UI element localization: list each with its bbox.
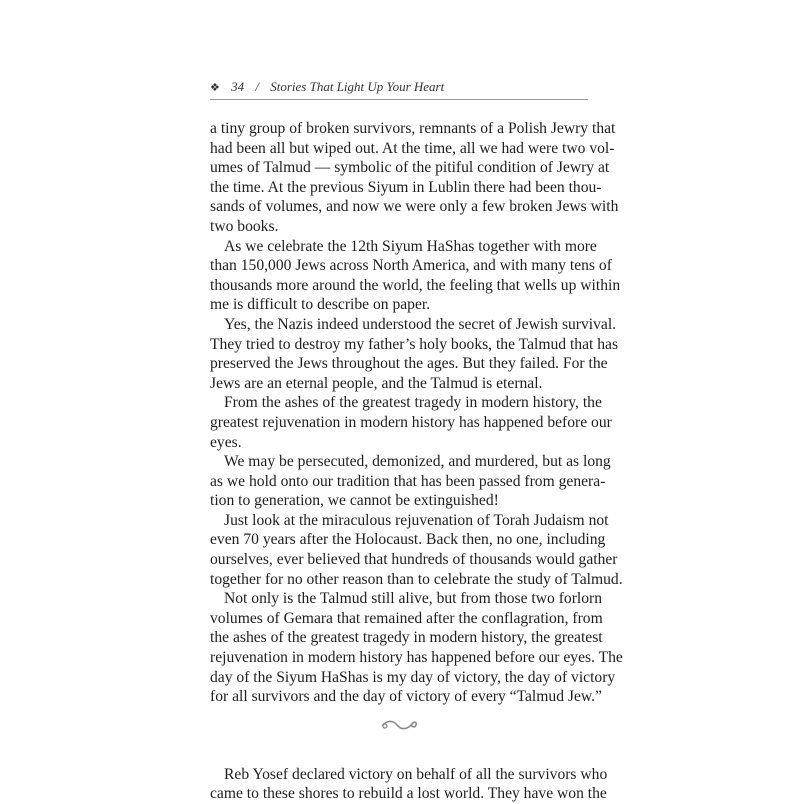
text-line: Yes, the Nazis indeed understood the secret of Jewish survival. [224,315,617,333]
text-line: greatest rejuvenation in modern history has happened before our [210,413,612,431]
text-line: the time. At the previous Siyum in Lublin there had been thou- [210,178,602,196]
text-line: as we hold onto our tradition that has been passed from genera- [210,472,606,490]
text-line: sands of volumes, and now we were only a few broken Jews with [210,198,619,216]
text-line: day of the Siyum HaShas is my day of victory, the day of victory [210,668,616,686]
text-line: umes of Talmud — symbolic of the pitiful condition of Jewry at [210,159,610,177]
text-line: From the ashes of the greatest tragedy in modern history, the [224,394,602,412]
text-line: We may be persecuted, demonized, and murdered, but as long [224,453,611,471]
text-line: together for no other reason than to celebrate the study of Talmud. [210,570,623,588]
book-title: Stories That Light Up Your Heart [270,79,445,94]
text-line: tion to generation, we cannot be extinguished! [210,492,499,510]
text-line: even 70 years after the Holocaust. Back then, no one, including [210,531,606,549]
text-line: a tiny group of broken survivors, remnants of a Polish Jewry that [210,120,616,137]
bullet-ornament-icon: ❖ [210,82,220,94]
text-line: As we celebrate the 12th Siyum HaShas together with more [224,237,597,255]
spacer [210,743,588,765]
text-line: two books. [210,217,279,235]
page-body [210,119,623,804]
text-line: thousands more around the world, the feeling that wells up within [210,276,621,294]
header-separator: / [255,79,259,94]
text-line: than 150,000 Jews across North America, and with many tens of [210,257,612,275]
text-line: me is difficult to describe on paper. [210,296,431,314]
text-line: eyes. [210,433,242,451]
text-line: the ashes of the greatest tragedy in modern history, the greatest [210,629,603,647]
text-line: rejuvenation in modern history has happened before our eyes. The [210,649,623,667]
header-rule [210,99,588,100]
text-line: They tried to destroy my father’s holy books, the Talmud that has [210,335,619,353]
text-line: preserved the Jews throughout the ages. But they failed. For the [210,355,608,373]
text-line: came to these shores to rebuild a lost world. They have won the [210,785,607,803]
text-line: Just look at the miraculous rejuvenation of Torah Judaism not [224,511,609,529]
text-line: Not only is the Talmud still alive, but from those two forlorn [224,590,603,608]
text-line: for all survivors and the day of victory of every “Talmud Jew.” [210,688,602,706]
text-line: Jews are an eternal people, and the Talmud is eternal. [210,374,543,392]
text-line: had been all but wiped out. At the time, all we had were two vol- [210,139,615,157]
section-ornament-icon [210,707,588,743]
text-line: Reb Yosef declared victory on behalf of all the survivors who [224,765,608,783]
page-number: 34 [231,79,245,94]
text-line: ourselves, ever believed that hundreds of thousands would gather [210,551,618,569]
text-line: volumes of Gemara that remained after the conflagration, from [210,609,603,627]
running-header [210,79,588,97]
